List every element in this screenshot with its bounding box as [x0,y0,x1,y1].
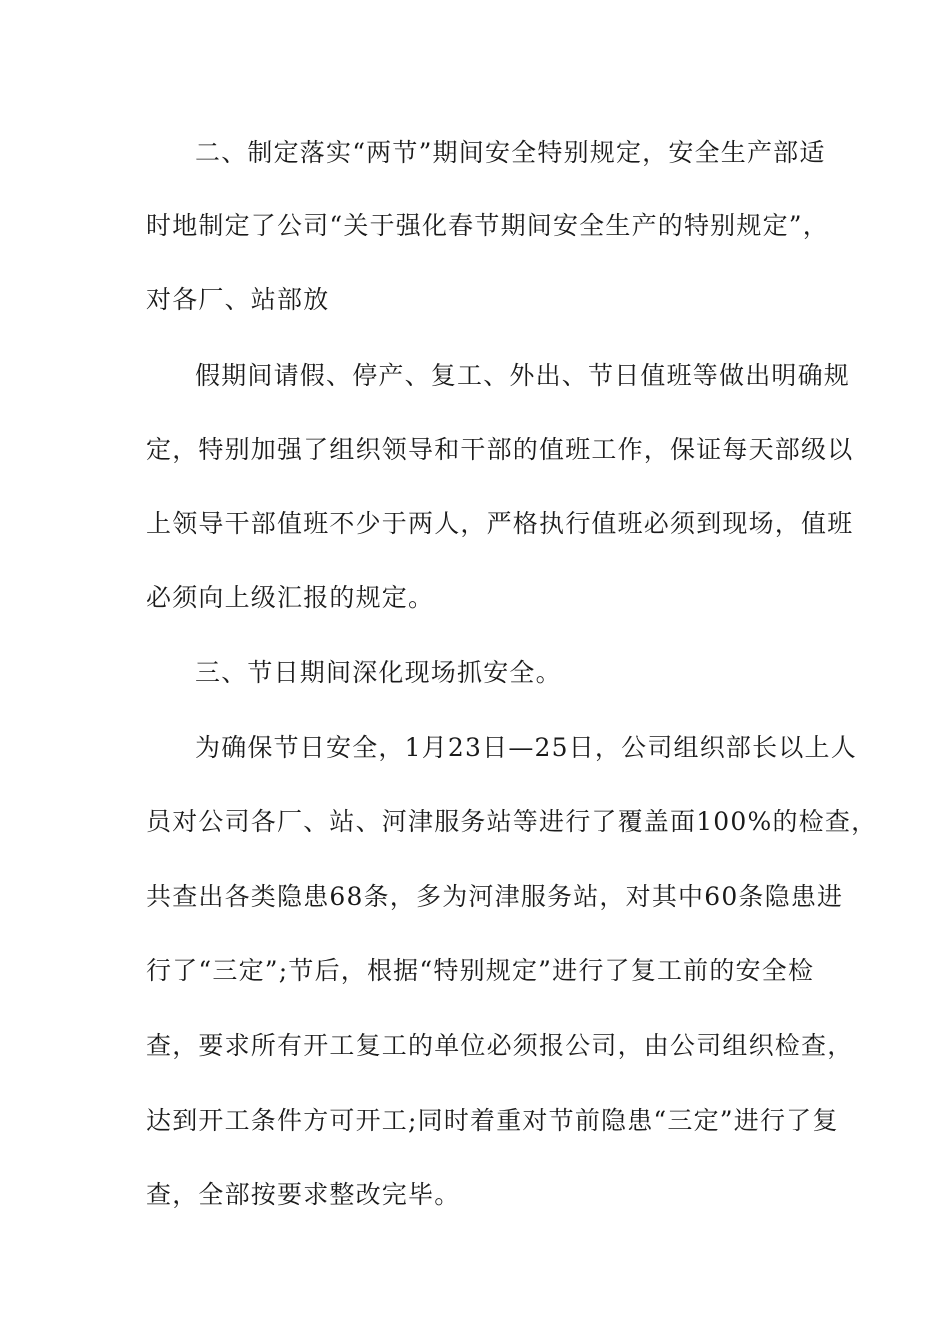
text-line: 假期间请假、停产、复工、外出、节日值班等做出明确规 [195,361,851,390]
text-line: 二、制定落实“两节”期间安全特别规定，安全生产部适 [195,138,826,167]
section-heading: 三、节日期间深化现场抓安全。 [195,658,562,687]
text-line: 对各厂、站部放 [146,285,330,314]
text-line: 查，全部按要求整改完毕。 [146,1180,461,1209]
text-line: 必须向上级汇报的规定。 [146,583,435,612]
text-line: 时地制定了公司“关于强化春节期间安全生产的特别规定”， [146,211,829,240]
text-line: 查，要求所有开工复工的单位必须报公司，由公司组织检查， [146,1031,854,1060]
text-line: 员对公司各厂、站、河津服务站等进行了覆盖面100%的检查， [146,807,878,836]
text-line: 行了“三定”;节后，根据“特别规定”进行了复工前的安全检 [146,956,815,985]
text-line: 达到开工条件方可开工;同时着重对节前隐患“三定”进行了复 [146,1106,839,1135]
text-line: 上领导干部值班不少于两人，严格执行值班必须到现场，值班 [146,509,854,538]
text-line: 为确保节日安全，1月23日—25日，公司组织部长以上人 [195,733,857,762]
text-line: 定，特别加强了组织领导和干部的值班工作，保证每天部级以 [146,435,854,464]
text-line: 共查出各类隐患68条，多为河津服务站，对其中60条隐患进 [146,882,844,911]
